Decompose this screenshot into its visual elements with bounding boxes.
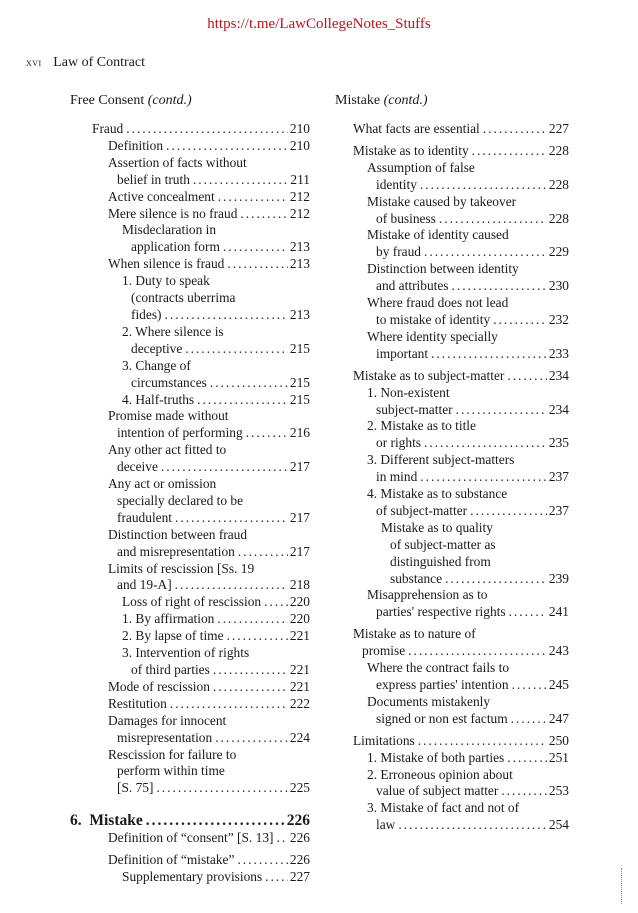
toc-column-left — [70, 93, 310, 886]
leader-dots — [428, 346, 547, 363]
toc-entry-text: Any other act fitted to — [108, 442, 227, 458]
toc-entry-page: 221 — [289, 678, 310, 694]
toc-entry[interactable] — [70, 408, 310, 442]
leader-dots — [207, 375, 288, 392]
toc-entry-text: (contracts uberrima — [131, 290, 236, 306]
leader-dots — [415, 733, 547, 750]
toc-entry-text: Assumption of false — [367, 159, 475, 175]
toc-entry-text: of subject-matter as — [390, 536, 496, 552]
toc-entry-text: Limitations — [353, 732, 415, 748]
leader-dots — [261, 594, 288, 611]
toc-entry[interactable] — [70, 713, 310, 747]
toc-entry[interactable] — [335, 767, 569, 801]
leader-dots — [235, 544, 288, 561]
toc-entry-text: Mistake caused by takeover — [367, 193, 517, 209]
section-heading-cont: (contd.) — [147, 93, 192, 108]
toc-entry-page: 210 — [289, 121, 310, 136]
leader-dots — [212, 730, 288, 747]
toc-entry-page: 253 — [548, 783, 569, 799]
section-heading — [335, 93, 569, 111]
leader-dots — [469, 143, 547, 160]
toc-entry-text: Restitution — [108, 695, 167, 711]
toc-entry[interactable] — [70, 222, 310, 256]
leader-dots — [453, 402, 547, 419]
toc-entry-page: 220 — [289, 594, 310, 610]
section-heading-cont: (contd.) — [383, 93, 428, 108]
toc-entry[interactable] — [70, 155, 310, 189]
toc-entry-page: 213 — [289, 306, 310, 322]
toc-entry-text: 3. Different subject-matters — [367, 452, 515, 468]
toc-entry-text: 3. Mistake of fact and not of — [367, 800, 520, 816]
toc-entry-text: 3. Intervention of rights — [122, 645, 250, 661]
toc-entry-text: When silence is fraud — [108, 256, 225, 272]
toc-entry[interactable] — [335, 520, 569, 588]
toc-entry-page: 226 — [289, 852, 310, 868]
toc-entry-text: Definition of “mistake” — [108, 852, 235, 868]
chapter-title: 6. Mistake — [70, 812, 143, 830]
toc-entry[interactable] — [70, 189, 310, 206]
toc-entry-page: 241 — [548, 604, 569, 620]
toc-entry[interactable] — [70, 138, 310, 155]
toc-entry-text: Mere silence is no fraud — [108, 205, 238, 221]
toc-entry-text: Definition — [108, 137, 164, 153]
leader-dots — [214, 611, 288, 628]
leader-dots — [395, 817, 547, 834]
toc-entry-text: distinguished from — [390, 553, 491, 569]
page-number: xvi — [26, 55, 42, 69]
toc-entry-text: Where the contract fails to — [367, 660, 510, 676]
toc-entry-page: 220 — [289, 611, 310, 627]
toc-entry-text: fides) — [131, 306, 162, 322]
toc-entry-text: Mistake of identity caused — [367, 227, 509, 243]
toc-entry-page: 217 — [289, 459, 310, 475]
toc-entry-text: substance — [390, 570, 443, 586]
toc-entry-page: 221 — [289, 628, 310, 644]
toc-entry-page: 247 — [548, 710, 569, 726]
toc-entry-text: deceive — [117, 459, 158, 475]
toc-entry-text: intention of performing — [117, 425, 243, 441]
leader-dots — [158, 459, 288, 476]
toc-entry-page: 224 — [289, 729, 310, 745]
toc-entry[interactable] — [335, 486, 569, 520]
toc-entry[interactable] — [70, 611, 310, 628]
toc-entry-text: 1. By affirmation — [122, 611, 215, 627]
toc-entry-page: 227 — [548, 121, 569, 136]
toc-entry[interactable] — [70, 392, 310, 409]
leader-dots — [480, 121, 547, 138]
toc-entry-page: 210 — [289, 137, 310, 153]
toc-entry[interactable] — [335, 452, 569, 486]
toc-entry-text: of business — [376, 210, 436, 226]
toc-entry[interactable] — [70, 442, 310, 476]
toc-entry-text: Mode of rescission — [108, 678, 210, 694]
toc-entry-text: value of subject matter — [376, 783, 499, 799]
toc-entry-text: 4. Half-truths — [122, 391, 195, 407]
toc-entry-text: [S. 75] — [117, 780, 154, 796]
toc-entry-text: Rescission for failure to — [108, 746, 237, 762]
toc-entry-text: Fraud — [92, 121, 124, 136]
toc-entry-page: 211 — [290, 171, 310, 187]
toc-entry-text: important — [376, 345, 429, 361]
toc-entry[interactable] — [70, 206, 310, 223]
toc-entry-text: Limits of rescission [Ss. 19 — [108, 560, 255, 576]
toc-entry-text: and 19-A] — [117, 577, 172, 593]
watermark-url: https://t.me/LawCollegeNotes_Stuffs — [207, 16, 431, 32]
section-heading-main: Mistake — [335, 93, 381, 108]
toc-entry-page: 213 — [289, 256, 310, 272]
toc-entry-text: and attributes — [376, 278, 449, 294]
toc-entry-text: of third parties — [131, 662, 210, 677]
toc-entry[interactable] — [335, 143, 569, 160]
toc-entry-page: 235 — [548, 435, 569, 451]
leader-dots — [506, 604, 547, 621]
toc-entry-page: 218 — [289, 577, 310, 593]
leader-dots — [153, 780, 288, 797]
toc-entry-page: 212 — [289, 188, 310, 204]
scan-edge-mark — [621, 868, 624, 904]
toc-entry-page: 250 — [548, 732, 569, 748]
toc-entry-text: signed or non est factum — [376, 710, 508, 726]
leader-dots — [237, 206, 288, 223]
leader-dots — [172, 510, 288, 527]
toc-entry-page: 216 — [289, 425, 310, 441]
toc-entry[interactable] — [70, 594, 310, 611]
toc-entry-page: 234 — [548, 401, 569, 417]
toc-entry[interactable] — [335, 660, 569, 694]
toc-entry-text: 1. Non-existent — [367, 384, 450, 400]
toc-entry[interactable] — [335, 750, 569, 767]
leader-dots — [224, 628, 288, 645]
toc-entry-text: by fraud — [376, 244, 421, 260]
leader-dots — [243, 425, 288, 442]
toc-entry-text: Active concealment — [108, 188, 215, 204]
leader-dots — [143, 813, 287, 830]
toc-entry-text: 3. Change of — [122, 357, 191, 373]
leader-dots — [421, 435, 547, 452]
toc-entry[interactable] — [70, 561, 310, 595]
toc-entry[interactable] — [70, 358, 310, 392]
toc-entry-text: Mistake as to nature of — [353, 626, 476, 642]
toc-column-right — [335, 93, 569, 834]
toc-entry[interactable] — [335, 227, 569, 261]
toc-entry-page: 222 — [289, 695, 310, 711]
leader-dots — [210, 679, 288, 696]
leader-dots — [508, 711, 547, 728]
toc-entry-text: of subject-matter — [376, 502, 468, 518]
toc-entry-text: 2. Where silence is — [122, 323, 224, 339]
toc-entry-page: 232 — [548, 311, 569, 327]
toc-entry[interactable] — [335, 733, 569, 750]
toc-entry-page: 237 — [548, 502, 569, 518]
leader-dots — [449, 278, 547, 295]
leader-dots — [210, 662, 288, 679]
toc-entry-page: 225 — [289, 780, 310, 796]
toc-entry-page: 234 — [548, 367, 569, 383]
chapter-entry[interactable] — [70, 813, 310, 830]
toc-entry[interactable] — [335, 694, 569, 728]
leader-dots — [436, 211, 547, 228]
toc-entry-page: 212 — [289, 205, 310, 221]
toc-entry-page: 215 — [289, 340, 310, 356]
toc-entry[interactable] — [335, 194, 569, 228]
toc-entry-text: Mistake as to subject-matter — [353, 367, 505, 383]
toc-entry-page: 215 — [289, 374, 310, 390]
toc-entry[interactable] — [335, 587, 569, 621]
toc-entry-text: Distinction between identity — [367, 261, 519, 277]
toc-entry-text: deceptive — [131, 340, 183, 356]
toc-entry[interactable] — [335, 160, 569, 194]
leader-dots — [442, 571, 547, 588]
toc-entry[interactable] — [70, 324, 310, 358]
toc-entry[interactable] — [335, 329, 569, 363]
leader-dots — [182, 341, 288, 358]
toc-entry[interactable] — [335, 418, 569, 452]
toc-entry-page: 243 — [548, 643, 569, 659]
toc-entry[interactable] — [335, 295, 569, 329]
toc-entry-page: 245 — [548, 677, 569, 692]
toc-entry-text: misrepresentation — [117, 729, 213, 745]
toc-entry[interactable] — [335, 385, 569, 419]
toc-entry-text: Where identity specially — [367, 328, 498, 344]
toc-entry[interactable] — [335, 368, 569, 385]
toc-entry-text: express parties' intention — [376, 677, 509, 692]
toc-entry-text: 4. Mistake as to substance — [367, 486, 508, 502]
toc-entry-page: 227 — [289, 868, 310, 884]
leader-dots — [262, 869, 288, 886]
toc-entry[interactable] — [70, 476, 310, 527]
toc-entry-text: Distinction between fraud — [108, 526, 248, 542]
leader-dots — [190, 172, 288, 189]
toc-entry[interactable] — [70, 645, 310, 679]
toc-entry-page: 239 — [548, 570, 569, 586]
toc-entry[interactable] — [70, 852, 310, 869]
toc-entry-text: and misrepresentation — [117, 543, 235, 559]
toc-entry-text: Damages for innocent — [108, 712, 227, 728]
leader-dots — [504, 750, 547, 767]
toc-entry[interactable] — [335, 800, 569, 834]
leader-dots — [224, 256, 288, 273]
leader-dots — [405, 643, 547, 660]
toc-entry-page: 251 — [548, 749, 569, 765]
toc-entry-page: 228 — [548, 176, 569, 192]
toc-entry-page: 230 — [548, 278, 569, 294]
toc-entry[interactable] — [70, 696, 310, 713]
toc-entry[interactable] — [335, 261, 569, 295]
leader-dots — [172, 577, 288, 594]
toc-entry-page: 221 — [289, 662, 310, 677]
toc-entry[interactable] — [70, 830, 310, 847]
toc-entry-text: 1. Duty to speak — [122, 273, 210, 289]
toc-entry-text: belief in truth — [117, 171, 190, 187]
leader-dots — [490, 312, 547, 329]
toc-entry-page: 229 — [548, 244, 569, 260]
toc-entry-text: subject-matter — [376, 401, 453, 417]
leader-dots — [417, 469, 547, 486]
leader-dots — [163, 138, 288, 155]
toc-entry-text: in mind — [376, 469, 418, 485]
toc-entry[interactable] — [70, 527, 310, 561]
leader-dots — [509, 677, 547, 694]
toc-entry-text: Supplementary provisions — [122, 868, 263, 884]
section-heading — [70, 93, 310, 111]
toc-entry-text: application form — [131, 239, 220, 255]
leader-dots — [234, 852, 288, 869]
toc-entry-text: Promise made without — [108, 408, 229, 424]
toc-entry-text: or rights — [376, 435, 422, 451]
toc-entry-text: fraudulent — [117, 509, 173, 525]
toc-entry-text: 2. Mistake as to title — [367, 418, 476, 434]
toc-entry[interactable] — [70, 747, 310, 798]
toc-entry-text: Misapprehension as to — [367, 587, 488, 603]
toc-entry[interactable] — [70, 628, 310, 645]
section-heading-main: Free Consent — [70, 93, 145, 108]
toc-entry-text: Any act or omission — [108, 476, 217, 492]
leader-dots — [123, 121, 288, 138]
toc-entry-text: 2. Erroneous opinion about — [367, 766, 513, 782]
toc-entry-text: Loss of right of rescission — [122, 594, 262, 610]
toc-entry-text: to mistake of identity — [376, 311, 491, 327]
toc-entry-page: 226 — [289, 830, 310, 846]
toc-entry-page: 215 — [289, 391, 310, 407]
toc-entry[interactable] — [70, 256, 310, 273]
toc-entry-page: 217 — [289, 543, 310, 559]
toc-entry-text: parties' respective rights — [376, 604, 506, 620]
leader-dots — [273, 830, 288, 847]
leader-dots — [504, 368, 547, 385]
toc-entry-text: specially declared to be — [117, 492, 244, 508]
toc-entry-page: 228 — [548, 210, 569, 226]
toc-entry-page: 228 — [548, 142, 569, 158]
toc-entry-page: 217 — [289, 509, 310, 525]
toc-entry[interactable] — [70, 869, 310, 886]
leader-dots — [220, 239, 288, 256]
leader-dots — [167, 696, 288, 713]
toc-entry-text: perform within time — [117, 763, 225, 779]
toc-entry-text: Where fraud does not lead — [367, 295, 509, 311]
toc-entry-text: law — [376, 817, 396, 833]
toc-entry-text: promise — [362, 643, 406, 659]
toc-entry-text: Documents mistakenly — [367, 693, 491, 709]
toc-entry-text: 1. Mistake of both parties — [367, 749, 505, 765]
toc-entry[interactable] — [70, 121, 310, 138]
toc-entry-page: 254 — [548, 817, 569, 833]
chapter-page: 226 — [286, 812, 310, 830]
toc-entry-text: Misdeclaration in — [122, 222, 217, 238]
leader-dots — [417, 177, 547, 194]
leader-dots — [498, 783, 547, 800]
toc-entry-text: Definition of “consent” [S. 13] — [108, 830, 274, 846]
leader-dots — [162, 307, 289, 324]
toc-entry[interactable] — [335, 626, 569, 660]
toc-entry[interactable] — [70, 273, 310, 324]
toc-entry-page: 213 — [289, 239, 310, 255]
toc-entry-text: circumstances — [131, 374, 207, 390]
toc-entry[interactable] — [70, 679, 310, 696]
toc-entry-page: 233 — [548, 345, 569, 361]
leader-dots — [194, 392, 288, 409]
toc-entry-text: What facts are essential — [353, 121, 480, 136]
toc-entry-text: Mistake as to quality — [381, 519, 493, 535]
book-title: Law of Contract — [53, 55, 145, 70]
toc-entry-text: identity — [376, 176, 417, 192]
toc-entry-page: 237 — [548, 469, 569, 485]
leader-dots — [215, 189, 288, 206]
toc-entry-text: Mistake as to identity — [353, 142, 469, 158]
running-head — [26, 55, 145, 71]
toc-entry-text: 2. By lapse of time — [122, 628, 224, 644]
toc-entry[interactable] — [335, 121, 569, 138]
leader-dots — [467, 503, 547, 520]
leader-dots — [421, 244, 547, 261]
toc-entry-text: Assertion of facts without — [108, 154, 247, 170]
